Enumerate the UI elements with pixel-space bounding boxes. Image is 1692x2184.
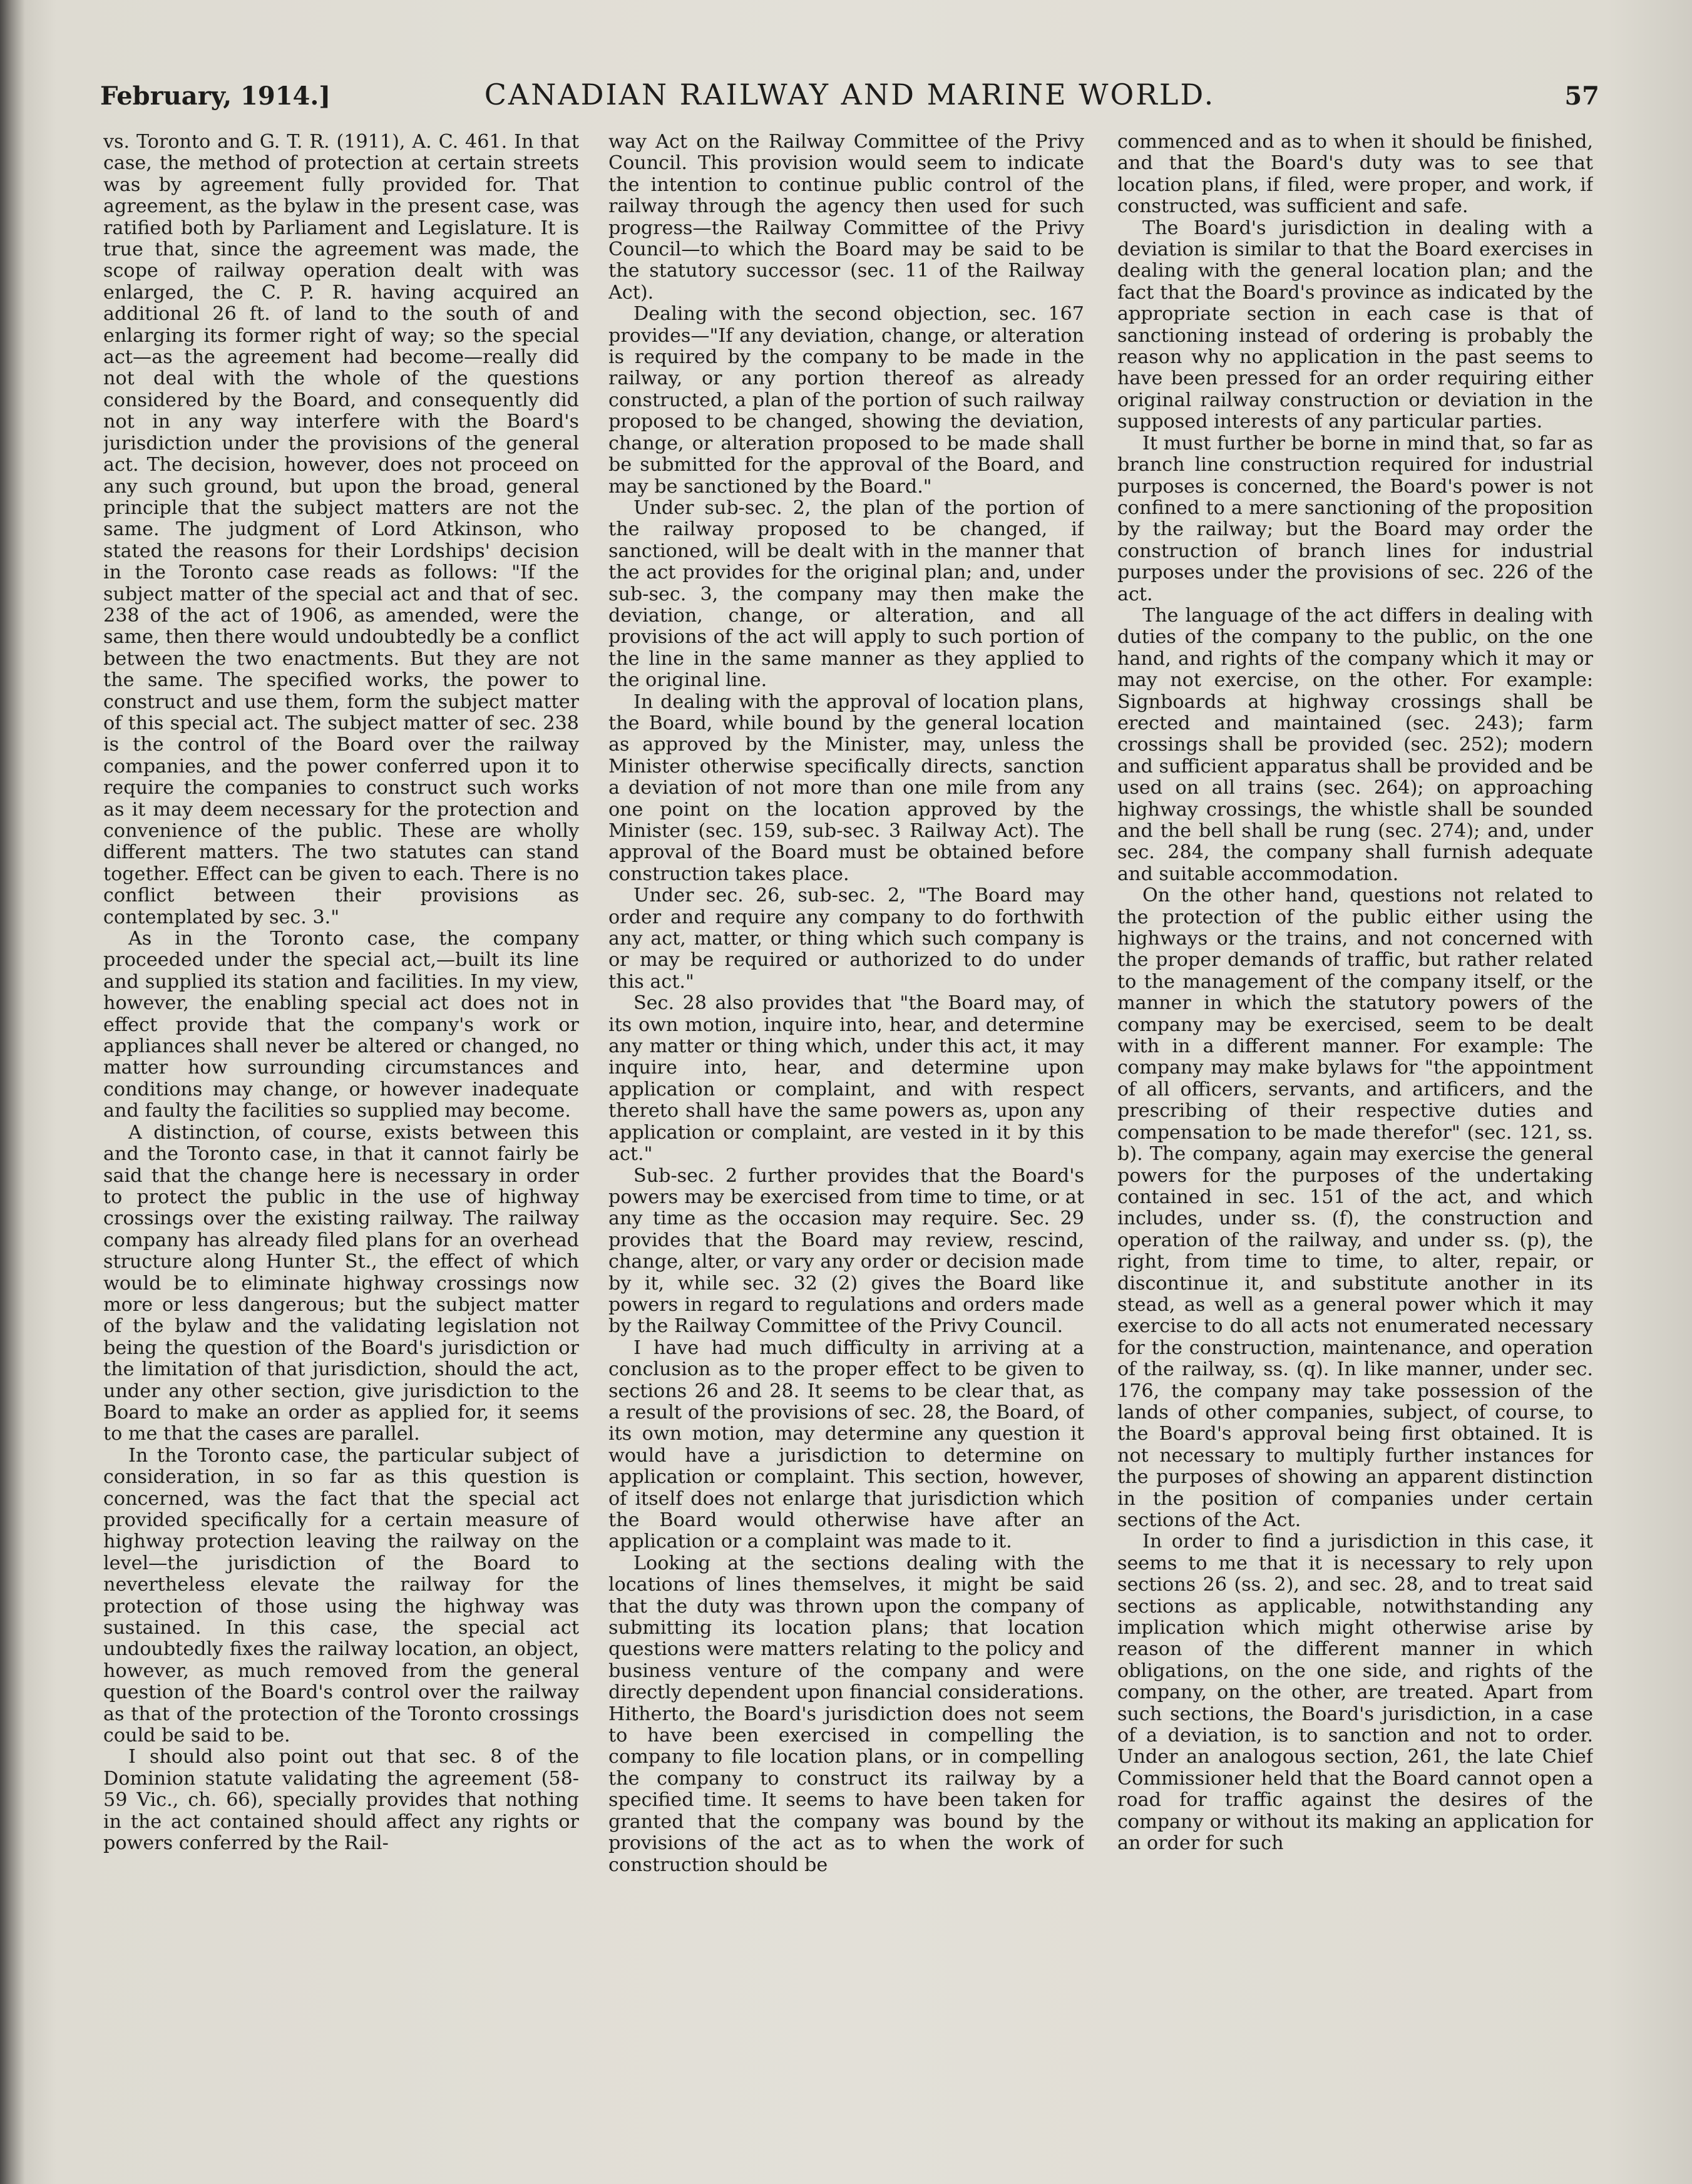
paragraph: Under sec. 26, sub-sec. 2, "The Board may order and require any company to do forthwith any act, matter, or thing which such company is or may be required or authorized to do under this act." xyxy=(608,884,1084,993)
paragraph: vs. Toronto and G. T. R. (1911), A. C. 461. In that case, the method of protection at certain streets was by agreement fully provided for. That agreement, as the bylaw in the present case, was ratified both by Parliament and Legislature. It is true that, since the agreement was made, the scope of railway operation dealt with was enlarged, the C. P. R. having acquired an additional 26 ft. of land to the south of and enlarging its former right of way; so the special act—as the agreement had become—really did not deal with the whole of the questions considered by the Board, and consequently did not in any way interfere with the Board's jurisdiction under the provisions of the general act. The decision, however, does not proceed on any such ground, but upon the broad, general principle that the subject matters are not the same. The judgment of Lord Atkinson, who stated the reasons for their Lordships' decision in the Toronto case reads as follows: "If the subject matter of the special act and that of sec. 238 of the act of 1906, as amended, were the same, then there would undoubtedly be a conflict between the two enactments. But they are not the same. The specified works, the power to construct and use them, form the subject matter of this special act. The subject matter of sec. 238 is the control of the Board over the railway companies, and the power conferred upon it to require the companies to construct such works as it may deem necessary for the protection and convenience of the public. These are wholly different matters. The two statutes can stand together. Effect can be given to each. There is no conflict between their provisions as contemplated by sec. 3." xyxy=(103,131,579,928)
paragraph: The language of the act differs in dealing with duties of the company to the public, on the one hand, and rights of the company which it may or may not exercise, on the other. For example: Signboards at highway crossings shall be erected and maintained (sec. 243); farm crossings shall be provided (sec. 252); modern and sufficient apparatus shall be provided and be used on all trains (sec. 264); on approaching highway crossings, the whistle shall be sounded and the bell shall be rung (sec. 274); and, under sec. 284, the company shall furnish adequate and suitable accommodation. xyxy=(1117,604,1593,885)
column-3 xyxy=(1117,131,1593,2097)
paragraph: Looking at the sections dealing with the locations of lines themselves, it might be said that the duty was thrown upon the company of submitting its location plans; that location questions were matters relating to the policy and business venture of the company and were directly dependent upon financial considerations. Hitherto, the Board's jurisdiction does not seem to have been exercised in compelling the company to file location plans, or in compelling the company to construct its railway by a specified time. It seems to have been taken for granted that the company was bound by the provisions of the act as to when the work of construction should be xyxy=(608,1552,1084,1876)
paragraph: I have had much difficulty in arriving at a conclusion as to the proper effect to be given to sections 26 and 28. It seems to be clear that, as a result of the provisions of sec. 28, the Board, of its own motion, may determine any question it would have a jurisdiction to determine on application or complaint. This section, however, of itself does not enlarge that jurisdiction which the Board would otherwise have after an application or a complaint was made to it. xyxy=(608,1336,1084,1553)
paragraph: In order to find a jurisdiction in this case, it seems to me that it is necessary to rely upon sections 26 (ss. 2), and sec. 28, and to treat said sections as applicable, notwithstanding any implication which might otherwise arise by reason of the different manner in which obligations, on the one side, and rights of the company, on the other, are treated. Apart from such sections, the Board's jurisdiction, in a case of a deviation, is to sanction and not to order. Under an analogous section, 261, the late Chief Commissioner held that the Board cannot open a road for traffic against the desires of the company or without its making an application for an order for such xyxy=(1117,1530,1593,1855)
paragraph: I should also point out that sec. 8 of the Dominion statute validating the agreement (58-59 Vic., ch. 66), specially provides that nothing in the act contained should affect any rights or powers conferred by the Rail- xyxy=(103,1746,579,1855)
page-number: 57 xyxy=(1564,81,1599,111)
paragraph: It must further be borne in mind that, so far as branch line construction required for industrial purposes is concerned, the Board's power is not confined to a mere sanctioning of the proposition by the railway; but the Board may order the construction of branch lines for industrial purposes under the provisions of sec. 226 of the act. xyxy=(1117,432,1593,605)
paragraph: commenced and as to when it should be finished, and that the Board's duty was to see that location plans, if filed, were proper, and work, if constructed, was sufficient and safe. xyxy=(1117,131,1593,218)
paragraph: way Act on the Railway Committee of the Privy Council. This provision would seem to indicate the intention to continue public control of the railway through the agency then used for such progress—the Railway Committee of the Privy Council—to which the Board may be said to be the statutory successor (sec. 11 of the Railway Act). xyxy=(608,131,1084,304)
paragraph: Sub-sec. 2 further provides that the Board's powers may be exercised from time to time, or at any time as the occasion may require. Sec. 29 provides that the Board may review, rescind, change, alter, or vary any order or decision made by it, while sec. 32 (2) gives the Board like powers in regard to regulations and orders made by the Railway Committee of the Privy Council. xyxy=(608,1164,1084,1338)
column-1 xyxy=(103,131,579,2097)
page-header xyxy=(100,69,1599,119)
paragraph: On the other hand, questions not related to the protection of the public either using the highways or the trains, and not concerned with the proper demands of traffic, but rather related to the management of the company itself, or the manner in which the statutory powers of the company may be exercised, seem to be dealt with in a different manner. For example: The company may make bylaws for "the appointment of all officers, servants, and artificers, and the prescribing of their respective duties and compensation to be made therefor" (sec. 121, ss. b). The company, again may exercise the general powers for the purposes of the undertaking contained in sec. 151 of the act, and which includes, under ss. (f), the construction and operation of the railway, and under ss. (p), the right, from time to time, to alter, repair, or discontinue it, and substitute another in its stead, as well as a general power which it may exercise to do all acts not enumerated necessary for the construction, maintenance, and operation of the railway, ss. (q). In like manner, under sec. 176, the company may take possession of the lands of other companies, subject, of course, to the Board's approval being first obtained. It is not necessary to multiply further instances for the purposes of showing an apparent distinction in the position of companies under certain sections of the Act. xyxy=(1117,884,1593,1531)
paragraph: Under sub-sec. 2, the plan of the portion of the railway proposed to be changed, if sanctioned, will be dealt with in the manner that the act provides for the original plan; and, under sub-sec. 3, the company may then make the deviation, change, or alteration, and all provisions of the act will apply to such portion of the line in the same manner as they applied to the original line. xyxy=(608,496,1084,692)
paragraph: The Board's jurisdiction in dealing with a deviation is similar to that the Board exercises in dealing with the general location plan; and the fact that the Board's province as indicated by the appropriate section in each case is that of sanctioning instead of ordering is probably the reason why no application in the past seems to have been pressed for an order requiring either original railway construction or deviation in the supposed interests of any particular parties. xyxy=(1117,217,1593,433)
paragraph: Sec. 28 also provides that "the Board may, of its own motion, inquire into, hear, and determine any matter or thing which, under this act, it may inquire into, hear, and determine upon application or complaint, and with respect thereto shall have the same powers as, upon any application or complaint, are vested in it by this act." xyxy=(608,992,1084,1166)
paragraph: In dealing with the approval of location plans, the Board, while bound by the general location as approved by the Minister, may, unless the Minister otherwise specifically directs, sanction a deviation of not more than one mile from any one point on the location approved by the Minister (sec. 159, sub-sec. 3 Railway Act). The approval of the Board must be obtained before construction takes place. xyxy=(608,690,1084,885)
paragraph: In the Toronto case, the particular subject of consideration, in so far as this question is concerned, was the fact that the special act provided specifically for a certain measure of highway protection leaving the railway on the level—the jurisdiction of the Board to nevertheless elevate the railway for the protection of those using the highway was sustained. In this case, the special act undoubtedly fixes the railway location, an object, however, as much removed from the general question of the Board's control over the railway as that of the protection of the Toronto crossings could be said to be. xyxy=(103,1444,579,1747)
column-2 xyxy=(608,131,1084,2097)
paragraph: A distinction, of course, exists between this and the Toronto case, in that it cannot fairly be said that the change here is necessary in order to protect the public in the use of highway crossings over the existing railway. The railway company has already filed plans for an overhead structure along Hunter St., the effect of which would be to eliminate highway crossings now more or less dangerous; but the subject matter of the bylaw and the validating legislation not being the question of the Board's jurisdiction or the limitation of that jurisdiction, should the act, under any other section, give jurisdiction to the Board to make an order as applied for, it seems to me that the cases are parallel. xyxy=(103,1121,579,1445)
publication-title: CANADIAN RAILWAY AND MARINE WORLD. xyxy=(484,78,1216,111)
paragraph: Dealing with the second objection, sec. 167 provides—"If any deviation, change, or alteration is required by the company to be made in the railway, or any portion thereof as already constructed, a plan of the portion of such railway proposed to be changed, showing the deviation, change, or alteration proposed to be made shall be submitted for the approval of the Board, and may be sanctioned by the Board." xyxy=(608,303,1084,498)
paragraph: As in the Toronto case, the company proceeded under the special act,—built its line and supplied its station and facilities. In my view, however, the enabling special act does not in effect provide that the company's work or appliances shall never be altered or changed, no matter how surrounding circumstances and conditions may change, or however inadequate and faulty the facilities so supplied may become. xyxy=(103,928,579,1122)
issue-date: February, 1914.] xyxy=(100,81,331,111)
